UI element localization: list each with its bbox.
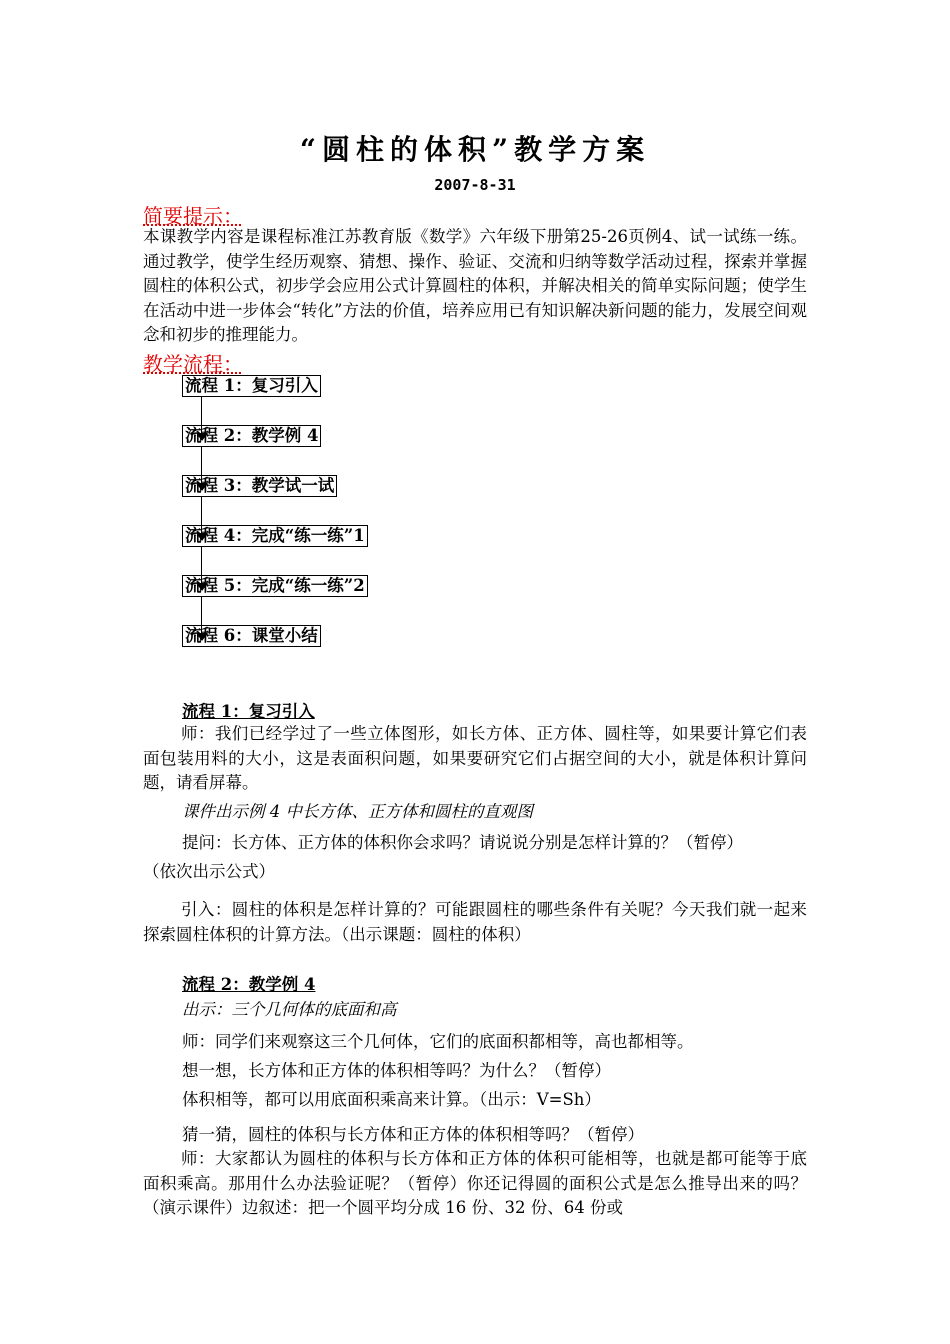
flow-step-2: 流程 2：教学例 4 (182, 425, 321, 447)
section-1-note: 课件出示例 4 中长方体、正方体和圆柱的直观图 (182, 802, 533, 821)
section-1-paragraph-1: 师：我们已经学过了一些立体图形，如长方体、正方体、圆柱等，如果要计算它们表面包装用料的大小，这是表面积问题，如果要研究它们占据空间的大小，就是体积计算问题，请看屏幕。 (143, 724, 807, 793)
section-1-question: 提问：长方体、正方体的体积你会求吗？请说说分别是怎样计算的？（暂停） (182, 833, 743, 852)
document-date: 2007-8-31 (434, 176, 516, 194)
section-2-title: 流程 2：教学例 4 (182, 975, 316, 994)
summary-paragraph: 本课教学内容是课程标准江苏教育版《数学》六年级下册第25-26页例4、试一试练一练。通过教学，使学生经历观察、猜想、操作、验证、交流和归纳等数学活动过程，探索并掌握圆柱的体积公式，初步学会应用公式计算圆柱的体积，并解决相关的简单实际问题；使学生在活动中进一步体会“转化”方法的价值，培养应用已有知识解决新问题的能力，发展空间观念和初步的推理能力。 (143, 227, 807, 345)
section-1-paragraph-3: 引入：圆柱的体积是怎样计算的？可能跟圆柱的哪些条件有关呢？今天我们就一起来探索圆柱体积的计算方法。（出示课题：圆柱的体积） (143, 900, 807, 944)
flow-step-1: 流程 1：复习引入 (182, 375, 321, 397)
flow-step-4: 流程 4：完成“练一练”1 (182, 525, 368, 547)
section-2-line-4: 猜一猜，圆柱的体积与长方体和正方体的体积相等吗？（暂停） (182, 1125, 644, 1144)
flow-step-3: 流程 3：教学试一试 (182, 475, 337, 497)
section-1-formula-note: （依次出示公式） (143, 862, 275, 881)
section-2-line-2: 想一想，长方体和正方体的体积相等吗？为什么？（暂停） (182, 1061, 611, 1080)
document-title: “圆柱的体积”教学方案 (299, 133, 651, 166)
section-2-note: 出示：三个几何体的底面和高 (182, 1000, 397, 1019)
summary-heading: 简要提示： (143, 204, 243, 228)
flow-step-5: 流程 5：完成“练一练”2 (182, 575, 368, 597)
section-2-line-1: 师：同学们来观察这三个几何体，它们的底面积都相等，高也都相等。 (182, 1032, 694, 1051)
flow-step-6: 流程 6：课堂小结 (182, 625, 321, 647)
flow-heading: 教学流程： (143, 352, 243, 376)
section-2-line-3: 体积相等，都可以用底面积乘高来计算。（出示：V=Sh） (182, 1090, 601, 1109)
section-1-title: 流程 1：复习引入 (182, 702, 315, 721)
section-2-paragraph-5: 师：大家都认为圆柱的体积与长方体和正方体的体积可能相等，也就是都可能等于底面积乘高。那用什么办法验证呢？（暂停）你还记得圆的面积公式是怎么推导出来的吗？（演示课件）边叙述：把一个圆平均分成 16 份、32 份、64 份或 (143, 1149, 807, 1218)
